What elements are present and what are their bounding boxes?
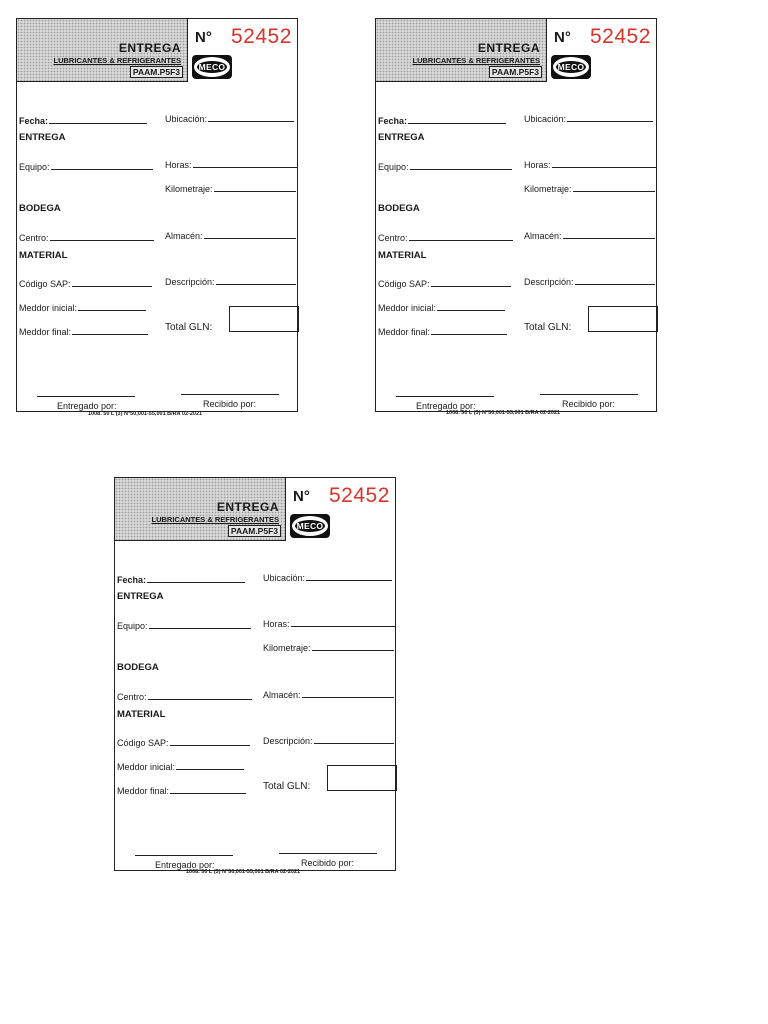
entregado-label: Entregado por:: [57, 401, 117, 411]
delivery-form-1: [16, 18, 298, 412]
centro-field[interactable]: [378, 230, 513, 243]
equipo-field[interactable]: [378, 159, 512, 172]
centro-label: Centro:: [19, 233, 49, 243]
number-label: N°: [554, 29, 571, 46]
centro-field[interactable]: [19, 230, 154, 243]
kilometraje-label: Kilometraje:: [524, 184, 572, 194]
horas-field[interactable]: [524, 157, 656, 170]
form-code: PAAM.P5F3: [228, 525, 281, 537]
recibido-signature-line[interactable]: [279, 853, 377, 854]
descripcion-label: Descripción:: [165, 277, 215, 287]
header-shaded-box: [115, 478, 286, 541]
form-title: ENTREGA: [477, 41, 540, 55]
medidor-inicial-field[interactable]: [117, 759, 244, 772]
logo-text: MECO: [296, 521, 324, 531]
section-bodega: BODEGA: [19, 203, 61, 214]
section-entrega: ENTREGA: [19, 132, 66, 143]
kilometraje-field[interactable]: [524, 181, 655, 194]
medidor-final-field[interactable]: [378, 324, 507, 337]
form-subtitle: LUBRICANTES & REFRIGERANTES: [53, 56, 181, 65]
recibido-label: Recibido por:: [301, 858, 355, 868]
descripcion-field[interactable]: [165, 274, 296, 287]
recibido-signature-line[interactable]: [181, 394, 279, 395]
fecha-field[interactable]: [378, 113, 506, 126]
form-code: PAAM.P5F3: [130, 66, 183, 78]
form-header: [376, 19, 658, 83]
form-subtitle: LUBRICANTES & REFRIGERANTES: [412, 56, 540, 65]
descripcion-label: Descripción:: [524, 277, 574, 287]
kilometraje-label: Kilometraje:: [165, 184, 213, 194]
total-gln-box[interactable]: [588, 306, 658, 332]
logo-text: MECO: [198, 62, 226, 72]
total-gln-label: Total GLN:: [524, 322, 572, 333]
equipo-field[interactable]: [19, 159, 153, 172]
horas-label: Horas:: [524, 160, 551, 170]
form-header: [17, 19, 299, 83]
descripcion-field[interactable]: [263, 733, 394, 746]
entregado-label: Entregado por:: [155, 860, 215, 870]
delivery-form-2: [375, 18, 657, 412]
codigo-sap-label: Código SAP:: [117, 738, 169, 748]
delivery-form-3: [114, 477, 396, 871]
medidor-final-field[interactable]: [19, 324, 148, 337]
total-gln-box[interactable]: [327, 765, 397, 791]
equipo-label: Equipo:: [117, 621, 148, 631]
almacen-field[interactable]: [263, 687, 394, 700]
form-title: ENTREGA: [118, 41, 181, 55]
section-entrega: ENTREGA: [378, 132, 425, 143]
form-number: 52452: [590, 25, 651, 48]
form-subtitle: LUBRICANTES & REFRIGERANTES: [151, 515, 279, 524]
recibido-label: Recibido por:: [562, 399, 616, 409]
section-bodega: BODEGA: [378, 203, 420, 214]
centro-field[interactable]: [117, 689, 252, 702]
kilometraje-field[interactable]: [165, 181, 296, 194]
ubicacion-field[interactable]: [165, 111, 294, 124]
codigo-sap-field[interactable]: [117, 735, 250, 748]
form-title: ENTREGA: [216, 500, 279, 514]
descripcion-label: Descripción:: [263, 736, 313, 746]
medidor-final-label: Meddor final:: [19, 327, 72, 337]
recibido-label: Recibido por:: [203, 399, 257, 409]
entregado-signature-line[interactable]: [135, 855, 233, 856]
form-number: 52452: [329, 484, 390, 507]
medidor-inicial-field[interactable]: [378, 300, 505, 313]
entregado-signature-line[interactable]: [37, 396, 135, 397]
codigo-sap-label: Código SAP:: [378, 279, 430, 289]
codigo-sap-label: Código SAP:: [19, 279, 71, 289]
section-material: MATERIAL: [378, 250, 427, 261]
entregado-signature-line[interactable]: [396, 396, 494, 397]
ubicacion-field[interactable]: [524, 111, 653, 124]
header-shaded-box: [17, 19, 188, 82]
medidor-final-field[interactable]: [117, 783, 246, 796]
entregado-label: Entregado por:: [416, 401, 476, 411]
horas-label: Horas:: [165, 160, 192, 170]
total-gln-label-wrap: [263, 781, 310, 792]
descripcion-field[interactable]: [524, 274, 655, 287]
section-material: MATERIAL: [19, 250, 68, 261]
equipo-label: Equipo:: [19, 162, 50, 172]
footer-code-2: 1008. 50 L (3) N°50,001-55,001 B/RA 02-2021: [446, 410, 561, 416]
fecha-label: Fecha:: [378, 116, 408, 126]
medidor-inicial-label: Meddor inicial:: [19, 303, 78, 313]
medidor-final-label: Meddor final:: [378, 327, 431, 337]
fecha-label: Fecha:: [19, 116, 49, 126]
ubicacion-label: Ubicación:: [263, 573, 306, 583]
fecha-label: Fecha:: [117, 575, 147, 585]
medidor-inicial-label: Meddor inicial:: [378, 303, 437, 313]
almacen-label: Almacén:: [263, 690, 301, 700]
equipo-field[interactable]: [117, 618, 251, 631]
footer-code-1: 1008. 50 L (3) N°50,001-55,001 B/RA 02-2021: [88, 411, 203, 417]
almacen-field[interactable]: [165, 228, 296, 241]
meco-logo: [192, 55, 232, 79]
total-gln-box[interactable]: [229, 306, 299, 332]
almacen-label: Almacén:: [524, 231, 562, 241]
number-label: N°: [293, 488, 310, 505]
form-code: PAAM.P5F3: [489, 66, 542, 78]
horas-field[interactable]: [165, 157, 297, 170]
almacen-field[interactable]: [524, 228, 655, 241]
codigo-sap-field[interactable]: [378, 276, 511, 289]
section-material: MATERIAL: [117, 709, 166, 720]
ubicacion-label: Ubicación:: [524, 114, 567, 124]
centro-label: Centro:: [378, 233, 408, 243]
medidor-inicial-label: Meddor inicial:: [117, 762, 176, 772]
horas-field[interactable]: [263, 616, 395, 629]
section-bodega: BODEGA: [117, 662, 159, 673]
medidor-final-label: Meddor final:: [117, 786, 170, 796]
meco-logo: [551, 55, 591, 79]
ubicacion-field[interactable]: [263, 570, 392, 583]
number-label: N°: [195, 29, 212, 46]
kilometraje-field[interactable]: [263, 640, 394, 653]
fecha-field[interactable]: [19, 113, 147, 126]
form-number: 52452: [231, 25, 292, 48]
codigo-sap-field[interactable]: [19, 276, 152, 289]
footer-code-3: 1008. 50 L (3) N°50,001-55,001 B/RA 02-2021: [186, 869, 301, 875]
horas-label: Horas:: [263, 619, 290, 629]
logo-text: MECO: [557, 62, 585, 72]
form-header: [115, 478, 397, 542]
equipo-label: Equipo:: [378, 162, 409, 172]
medidor-inicial-field[interactable]: [19, 300, 146, 313]
meco-logo: [290, 514, 330, 538]
fecha-field[interactable]: [117, 572, 245, 585]
kilometraje-label: Kilometraje:: [263, 643, 311, 653]
centro-label: Centro:: [117, 692, 147, 702]
ubicacion-label: Ubicación:: [165, 114, 208, 124]
header-shaded-box: [376, 19, 547, 82]
section-entrega: ENTREGA: [117, 591, 164, 602]
recibido-signature-line[interactable]: [540, 394, 638, 395]
total-gln-label: Total GLN:: [165, 322, 213, 333]
total-gln-label-wrap: [165, 322, 212, 333]
total-gln-label: Total GLN:: [263, 781, 311, 792]
total-gln-label-wrap: [524, 322, 571, 333]
almacen-label: Almacén:: [165, 231, 203, 241]
